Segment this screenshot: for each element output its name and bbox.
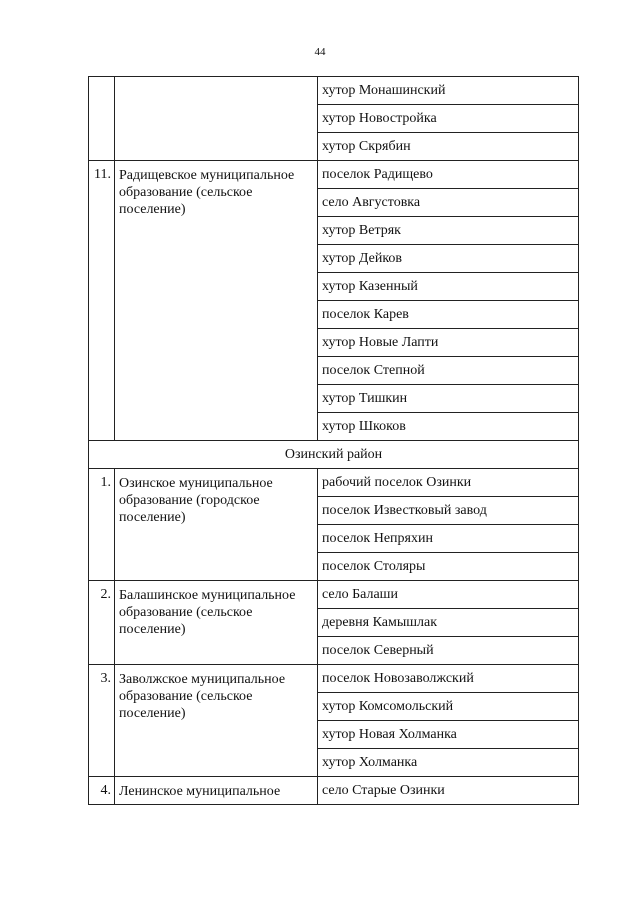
locality-cell: поселок Новозаволжский <box>318 665 579 693</box>
municipal-registry-table <box>88 76 579 805</box>
locality-cell: поселок Северный <box>318 637 579 665</box>
table-row <box>89 441 579 469</box>
row-number-cell: 4. <box>89 777 115 805</box>
locality-cell: рабочий поселок Озинки <box>318 469 579 497</box>
table-row <box>89 665 579 693</box>
municipality-name-cell <box>115 77 318 161</box>
table-row <box>89 469 579 497</box>
locality-cell: хутор Новостройка <box>318 105 579 133</box>
locality-cell: село Старые Озинки <box>318 777 579 805</box>
locality-cell: хутор Казенный <box>318 273 579 301</box>
row-number-cell: 2. <box>89 581 115 665</box>
locality-cell: хутор Монашинский <box>318 77 579 105</box>
table-row <box>89 777 579 805</box>
locality-cell: хутор Новая Холманка <box>318 721 579 749</box>
table-row <box>89 581 579 609</box>
locality-cell: поселок Степной <box>318 357 579 385</box>
district-heading: Озинский район <box>89 441 579 469</box>
municipality-name-cell: Радищевское муниципальное образование (сельское поселение) <box>115 161 318 441</box>
locality-cell: хутор Комсомольский <box>318 693 579 721</box>
locality-cell: хутор Дейков <box>318 245 579 273</box>
row-number-cell <box>89 77 115 161</box>
locality-cell: поселок Карев <box>318 301 579 329</box>
locality-cell: хутор Шкоков <box>318 413 579 441</box>
table-row <box>89 77 579 105</box>
row-number-cell: 3. <box>89 665 115 777</box>
table-row <box>89 161 579 189</box>
municipality-name-cell: Озинское муниципальное образование (городское поселение) <box>115 469 318 581</box>
locality-cell: хутор Тишкин <box>318 385 579 413</box>
page-number: 44 <box>314 46 326 58</box>
locality-cell: село Августовка <box>318 189 579 217</box>
row-number-cell: 11. <box>89 161 115 441</box>
locality-cell: хутор Новые Лапти <box>318 329 579 357</box>
locality-cell: хутор Холманка <box>318 749 579 777</box>
locality-cell: поселок Радищево <box>318 161 579 189</box>
locality-cell: хутор Ветряк <box>318 217 579 245</box>
municipality-name-cell: Балашинское муниципальное образование (сельское поселение) <box>115 581 318 665</box>
municipality-name-cell: Ленинское муниципальное <box>115 777 318 805</box>
row-number-cell: 1. <box>89 469 115 581</box>
locality-cell: поселок Столяры <box>318 553 579 581</box>
locality-cell: деревня Камышлак <box>318 609 579 637</box>
locality-cell: поселок Известковый завод <box>318 497 579 525</box>
locality-cell: поселок Непряхин <box>318 525 579 553</box>
municipality-name-cell: Заволжское муниципальное образование (сельское поселение) <box>115 665 318 777</box>
locality-cell: хутор Скрябин <box>318 133 579 161</box>
locality-cell: село Балаши <box>318 581 579 609</box>
